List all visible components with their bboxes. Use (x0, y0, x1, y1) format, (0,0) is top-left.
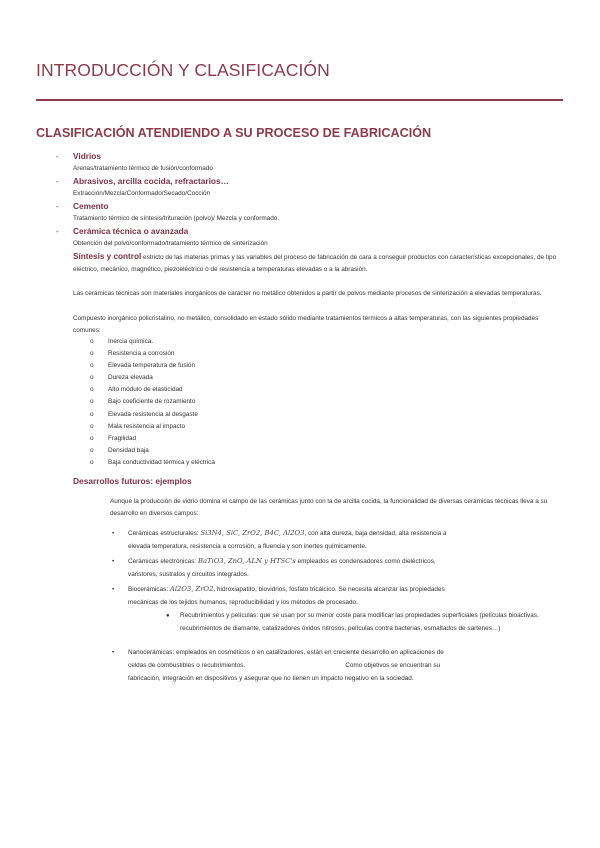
list-marker: o (90, 422, 94, 430)
list-item: o Inercia química. (90, 336, 215, 348)
properties-list (90, 336, 215, 469)
bullet-marker: • (112, 586, 115, 593)
bullet-marker: • (112, 649, 115, 656)
category-bullet: - (56, 227, 59, 236)
compuesto-paragraph: Compuesto inorgánico policristalino, no metálico, consolidado en estado sólido mediante tratamientos térmicos a altas temperaturas, con las siguientes propiedades comunes: (73, 315, 539, 334)
list-item: o Dureza elevada (90, 372, 215, 384)
list-marker: o (90, 446, 94, 454)
title-divider (36, 99, 563, 101)
list-item: o Bajo coeficiente de rozamiento (90, 396, 215, 408)
formula: Al2O3, ZrO2 (169, 585, 214, 593)
category-bullet: - (56, 177, 59, 186)
category-bullet: - (56, 202, 59, 211)
list-marker: o (90, 374, 94, 382)
category-description: Extracción/Mezcla/Conformado/Secado/Cocción (73, 190, 211, 197)
future-heading: Desarrollos futuros: ejemplos (73, 476, 192, 486)
ceramicas-paragraph: Las cerámicas técnicas son materiales inorgánicos de carácter no metálico obtenidos a partir de polvos mediante procesos de sinterización a elevadas temperaturas. (73, 290, 542, 297)
formula: Si3N4, SiC, ZrO2, B4C, Al2O3 (200, 529, 305, 537)
page-title: INTRODUCCIÓN Y CLASIFICACIÓN (36, 60, 330, 80)
sintesis-text: estricto de las materias primas y las variables del proceso de fabricación de cara a conseguir productos con características excepcionales, de tipo eléctrico, mecánico, magnético, piezoeléctrico o de resistencia a temperaturas elevadas o a la abrasión. (73, 254, 557, 273)
list-item: o Mala resistencia al impacto (90, 421, 215, 433)
category-ceramica-tecnica: Cerámica técnica o avanzada (73, 226, 189, 236)
list-item: o Alto módulo de elasticidad (90, 384, 215, 396)
list-marker: o (90, 434, 94, 442)
sintesis-paragraph (73, 251, 558, 275)
list-item: o Elevada temperatura de fusión (90, 360, 215, 372)
category-description: Tratamiento térmico de síntesis/trituración (polvo)/ Mezcla y conformado. (73, 215, 280, 222)
category-abrasivos: Abrasivos, arcilla cocida, refractarios… (73, 176, 229, 186)
list-marker: o (90, 410, 94, 418)
list-item: o Densidad baja (90, 445, 215, 457)
dev-bioceramicas: • Biocerámicas: Al2O3, ZrO2, hidroxiapatito, biovidrios, fosfato tricálcico. Se necesita alcanzar las propiedades mecánicas de los tejidos humanos, reproducibilidad y los métodos de procesado. (112, 585, 445, 606)
bullet-marker: • (112, 530, 115, 537)
category-vidrios: Vidrios (73, 151, 101, 161)
bullet-marker: ● (166, 613, 170, 619)
list-marker: o (90, 338, 94, 345)
section-title: CLASIFICACIÓN ATENDIENDO A SU PROCESO DE FABRICACIÓN (36, 126, 432, 140)
list-item: o Resistencia a corrosión (90, 348, 215, 360)
category-description: Obtención del polvo/conformado/tratamiento térmico de sinterización (73, 240, 268, 247)
list-marker: o (90, 398, 94, 406)
dev-recubrimientos: ● Recubrimientos y películas: que se usan por su menor coste para modificar las propiedades superficiales (películas bioactivas, recubrimientos de diamante, catalizadores óxidos nitrosos, películas contra bacterias, esmaltados de sartenes…) (166, 612, 539, 632)
dev-electronicas: • Cerámicas electrónicas: BaTiO3, ZnO, ALN y HTSC's empleados es condensadores como dieléctricos, varistores, sustratos y circuitos integrados. (112, 557, 436, 578)
list-marker: o (90, 458, 94, 466)
future-intro: Aunque la producción de vidrio domina el campo de las cerámicas junto con la de arcilla cocida, la funcionalidad de diversas cerámicas técnicas lleva a su desarrollo en diversos campos: (110, 498, 548, 517)
list-marker: o (90, 350, 94, 358)
category-bullet: - (56, 152, 59, 161)
formula: BaTiO3, ZnO, ALN y HTSC's (197, 557, 296, 565)
list-item: o Elevada resistencia al desgaste (90, 409, 215, 421)
sintesis-heading: Síntesis y control (73, 252, 142, 261)
list-item: o Fragilidad (90, 433, 215, 445)
category-cemento: Cemento (73, 201, 109, 211)
list-marker: o (90, 386, 94, 394)
category-description: Arenas/tratamiento térmico de fusión/conformado (73, 165, 213, 172)
bullet-marker: • (112, 558, 115, 565)
dev-estructurales: • Cerámicas estructurales: Si3N4, SiC, ZrO2, B4C, Al2O3, con alta dureza, baja densidad, alta resistencia a elevada temperatura, resistencia a corrosión, a fluencia y son inertes químicamente. (112, 529, 447, 550)
list-marker: o (90, 362, 94, 370)
list-item: o Baja conductividad térmica y eléctrica (90, 457, 215, 469)
dev-nanoceramicas: • Nanocerámicas: empleados en cosméticos o en catalizadores, están en creciente desarrollo en aplicaciones de celdas de combustibles o recubrimientos. Como objetivos se encuentran su fabricación, integración en dispositivos y asegurar que no tienen un impacto negativo en la sociedad. (128, 646, 444, 685)
